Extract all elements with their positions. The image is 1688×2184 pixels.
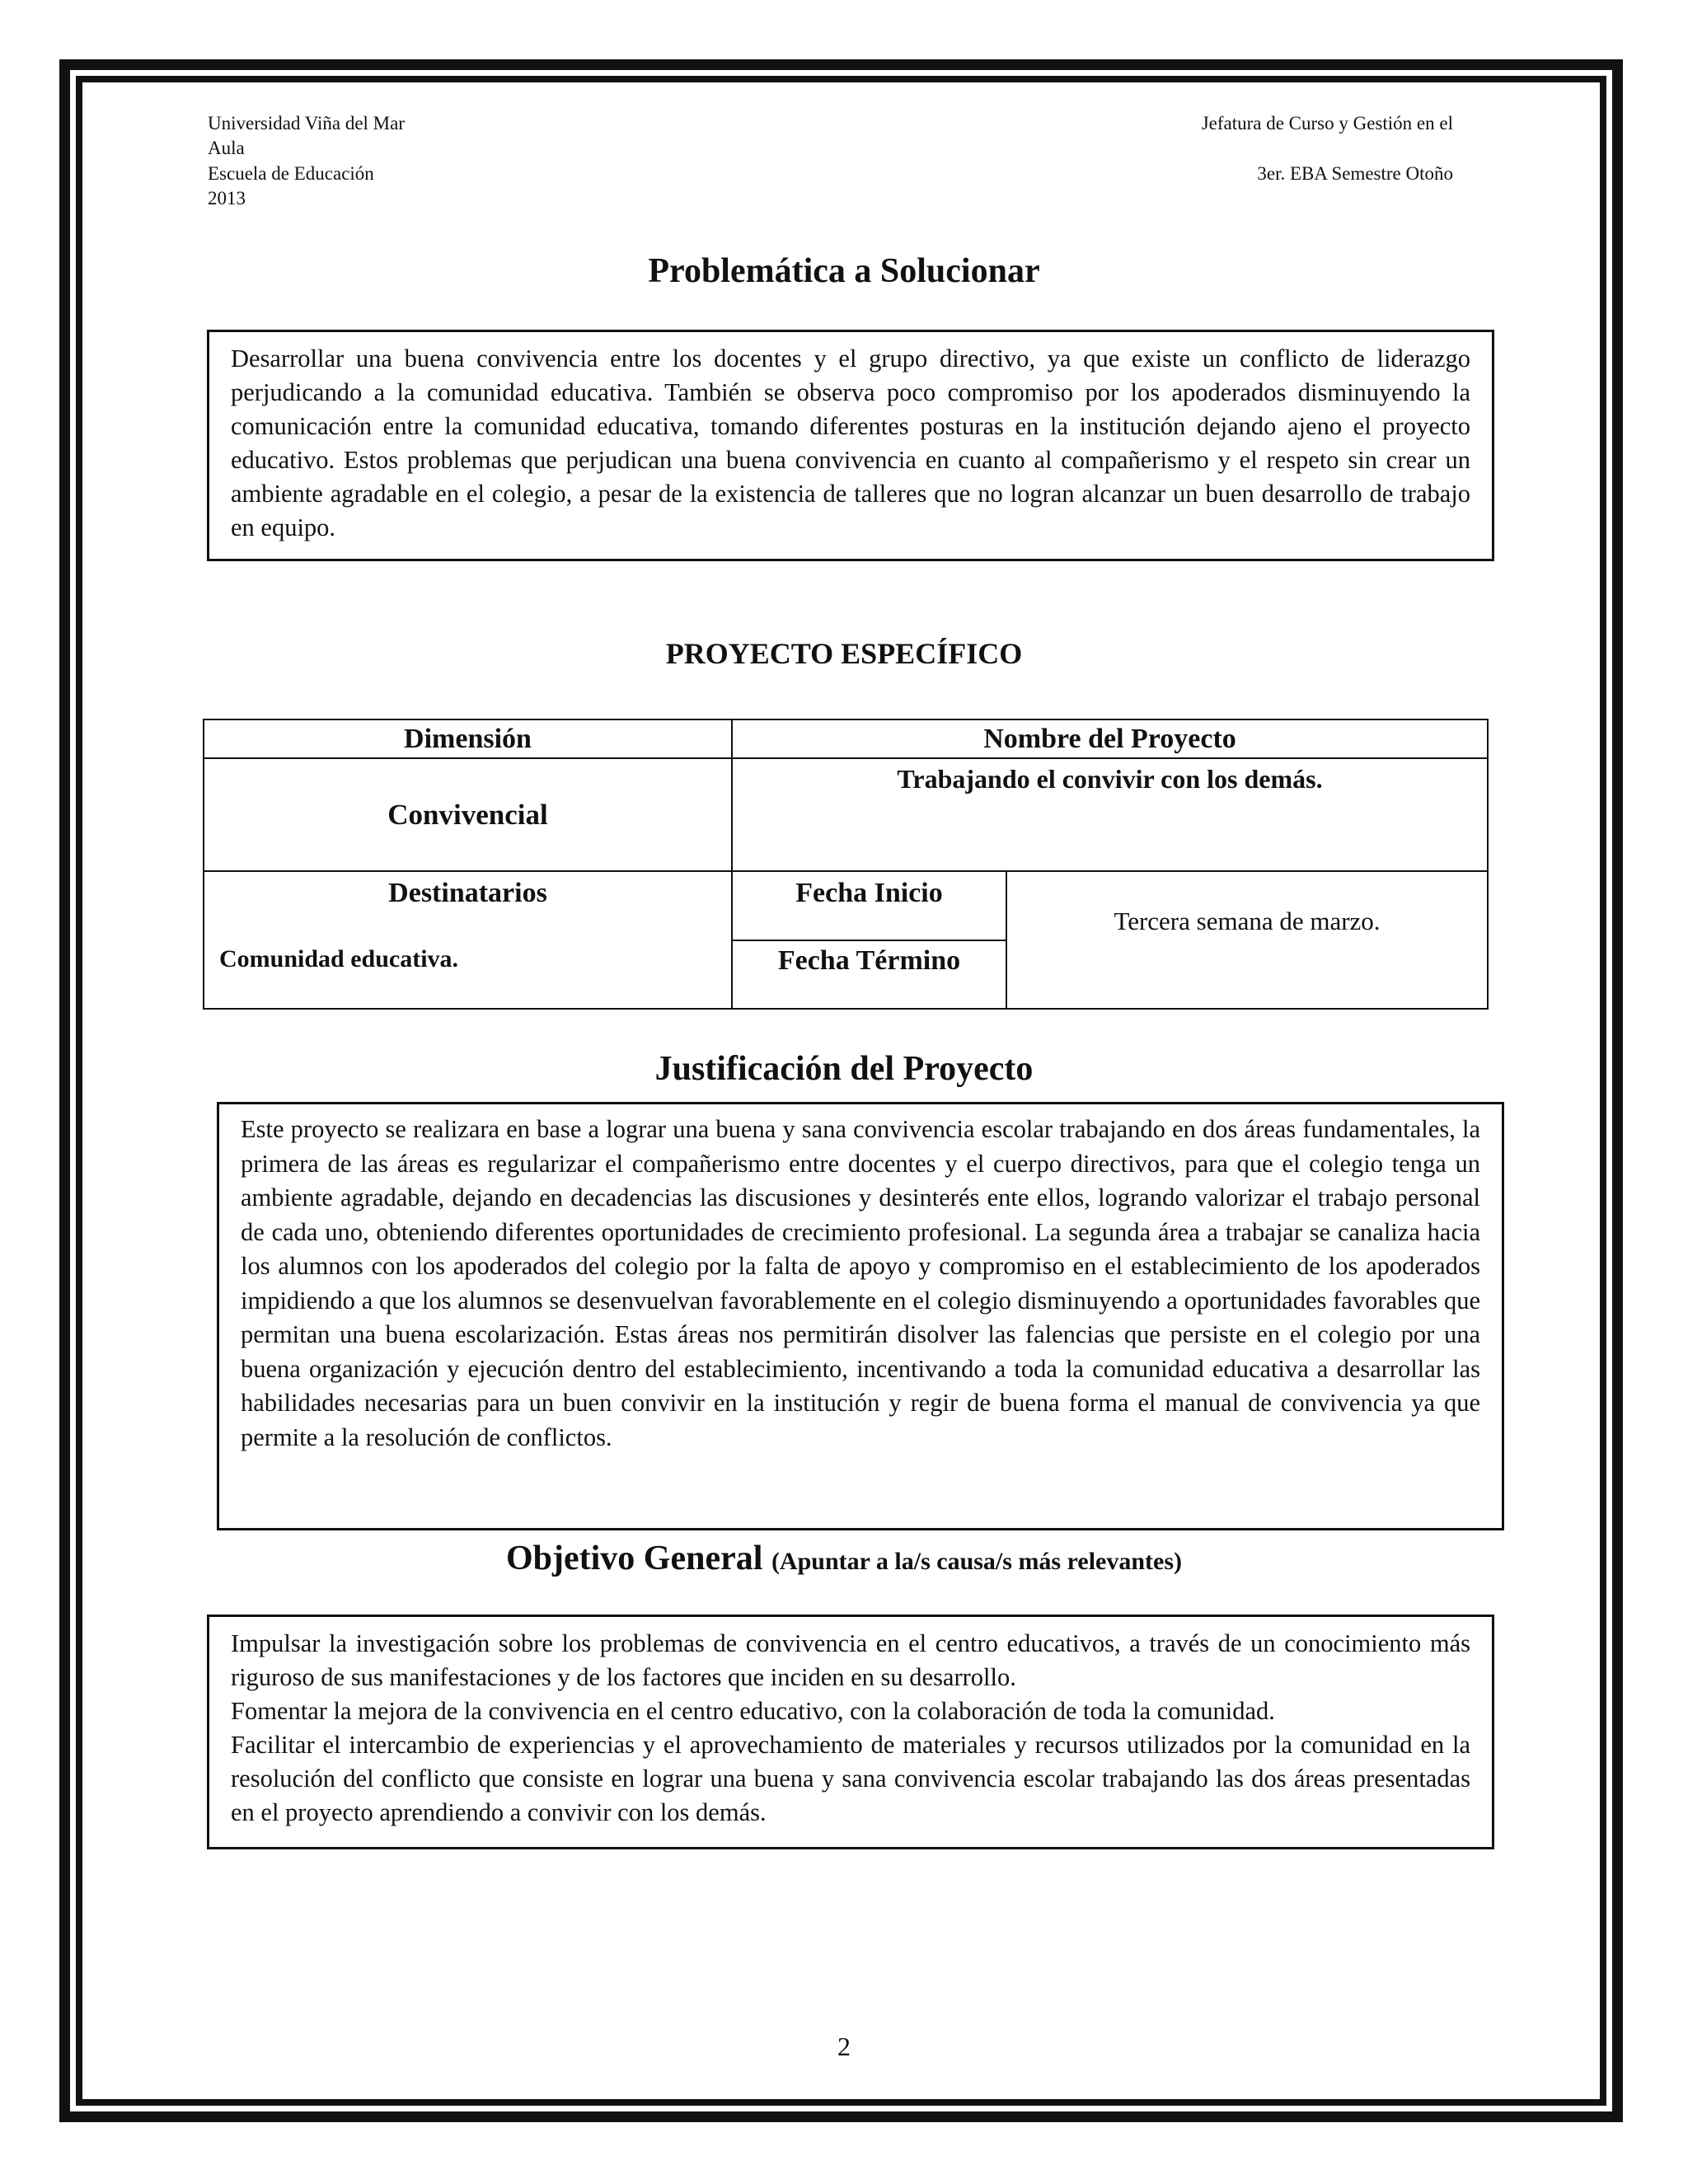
objective-subtitle: (Apuntar a la/s causa/s más relevantes) — [771, 1548, 1182, 1575]
project-title: PROYECTO ESPECÍFICO — [665, 637, 1023, 670]
recipients-value: Comunidad educativa. — [219, 945, 459, 972]
dimension-header: Dimensión — [204, 719, 732, 758]
start-date-value: Tercera semana de marzo. — [1006, 871, 1488, 1009]
problem-box — [207, 330, 1494, 561]
objective-title: Objetivo General — [506, 1540, 763, 1577]
header-semester: 3er. EBA Semestre Otoño — [1257, 163, 1453, 184]
problem-title: Problemática a Solucionar — [648, 252, 1040, 290]
project-name-header: Nombre del Proyecto — [732, 719, 1488, 758]
project-table — [203, 719, 1489, 1010]
objective-paragraph: Facilitar el intercambio de experiencias y el aprovechamiento de materiales y recursos utilizados por la comunidad en la resolución del conflicto que consiste en lograr una buena y sana convivencia escolar trabajando las dos áreas presentadas en el proyecto aprendiendo a convivir con los demás. — [231, 1731, 1470, 1826]
start-date-label: Fecha Inicio — [732, 871, 1006, 940]
problem-text: Desarrollar una buena convivencia entre los docentes y el grupo directivo, ya que existe un conflicto de liderazgo perjudicando a la comunidad educativa. También se observa poco compromiso por los apoderados disminuyendo la comunicación entre la comunidad educativa, tomando diferentes posturas en la institución dejando ajeno el proyecto educativo. Estos problemas que perjudican una buena convivencia en cuanto al compañerismo y el respeto sin crear un ambiente agradable en el colegio, a pesar de la existencia de talleres que no logran alcanzar un buen desarrollo de trabajo en equipo. — [231, 344, 1470, 541]
dimension-value: Convivencial — [204, 758, 732, 871]
page-number: 2 — [837, 2032, 851, 2061]
project-name-value: Trabajando el convivir con los demás. — [732, 758, 1488, 871]
header-school: Escuela de Educación — [208, 163, 374, 184]
objective-heading — [0, 1539, 1688, 1578]
recipients-header: Destinatarios — [388, 878, 547, 908]
header-course-continued: Aula — [208, 138, 245, 158]
objective-paragraph: Impulsar la investigación sobre los problemas de convivencia en el centro educativos, a través de un conocimiento más riguroso de sus manifestaciones y de los factores que inciden en su desarrollo. — [231, 1629, 1470, 1691]
end-date-label: Fecha Término — [732, 940, 1006, 1009]
justification-text: Este proyecto se realizara en base a lograr una buena y sana convivencia escolar trabajando en dos áreas fundamentales, la primera de las áreas es regularizar el compañerismo entre docentes y el cuerpo directivos, para que el colegio tenga un ambiente agradable, dejando en decadencias las discusiones y desinterés ente ellos, logrando valorizar el trabajo personal de cada uno, obteniendo diferentes oportunidades de crecimiento profesional. La segunda área a trabajar se canaliza hacia los alumnos con los apoderados del colegio por la falta de apoyo y compromiso en el establecimiento de los apoderados impidiendo a que los alumnos se desenvuelvan favorablemente en el colegio disminuyendo a oportunidades favorables que permitan una buena escolarización. Estas áreas nos permitirán disolver las falencias que persiste en el colegio por una buena organización y ejecución dentro del establecimiento, incentivando a toda la comunidad educativa a desarrollar las habilidades necesarias para un buen convivir en la institución y regir de buena forma el manual de convivencia ya que permite a la resolución de conflictos. — [241, 1115, 1480, 1451]
recipients-cell — [204, 871, 732, 1009]
justification-box — [217, 1102, 1504, 1530]
header-year: 2013 — [208, 188, 246, 209]
objective-paragraph: Fomentar la mejora de la convivencia en el centro educativo, con la colaboración de toda la comunidad. — [231, 1697, 1275, 1725]
objective-box — [207, 1615, 1494, 1849]
justification-title: Justificación del Proyecto — [654, 1050, 1034, 1088]
header-course: Jefatura de Curso y Gestión en el — [1201, 113, 1453, 134]
header-university: Universidad Viña del Mar — [208, 113, 405, 134]
